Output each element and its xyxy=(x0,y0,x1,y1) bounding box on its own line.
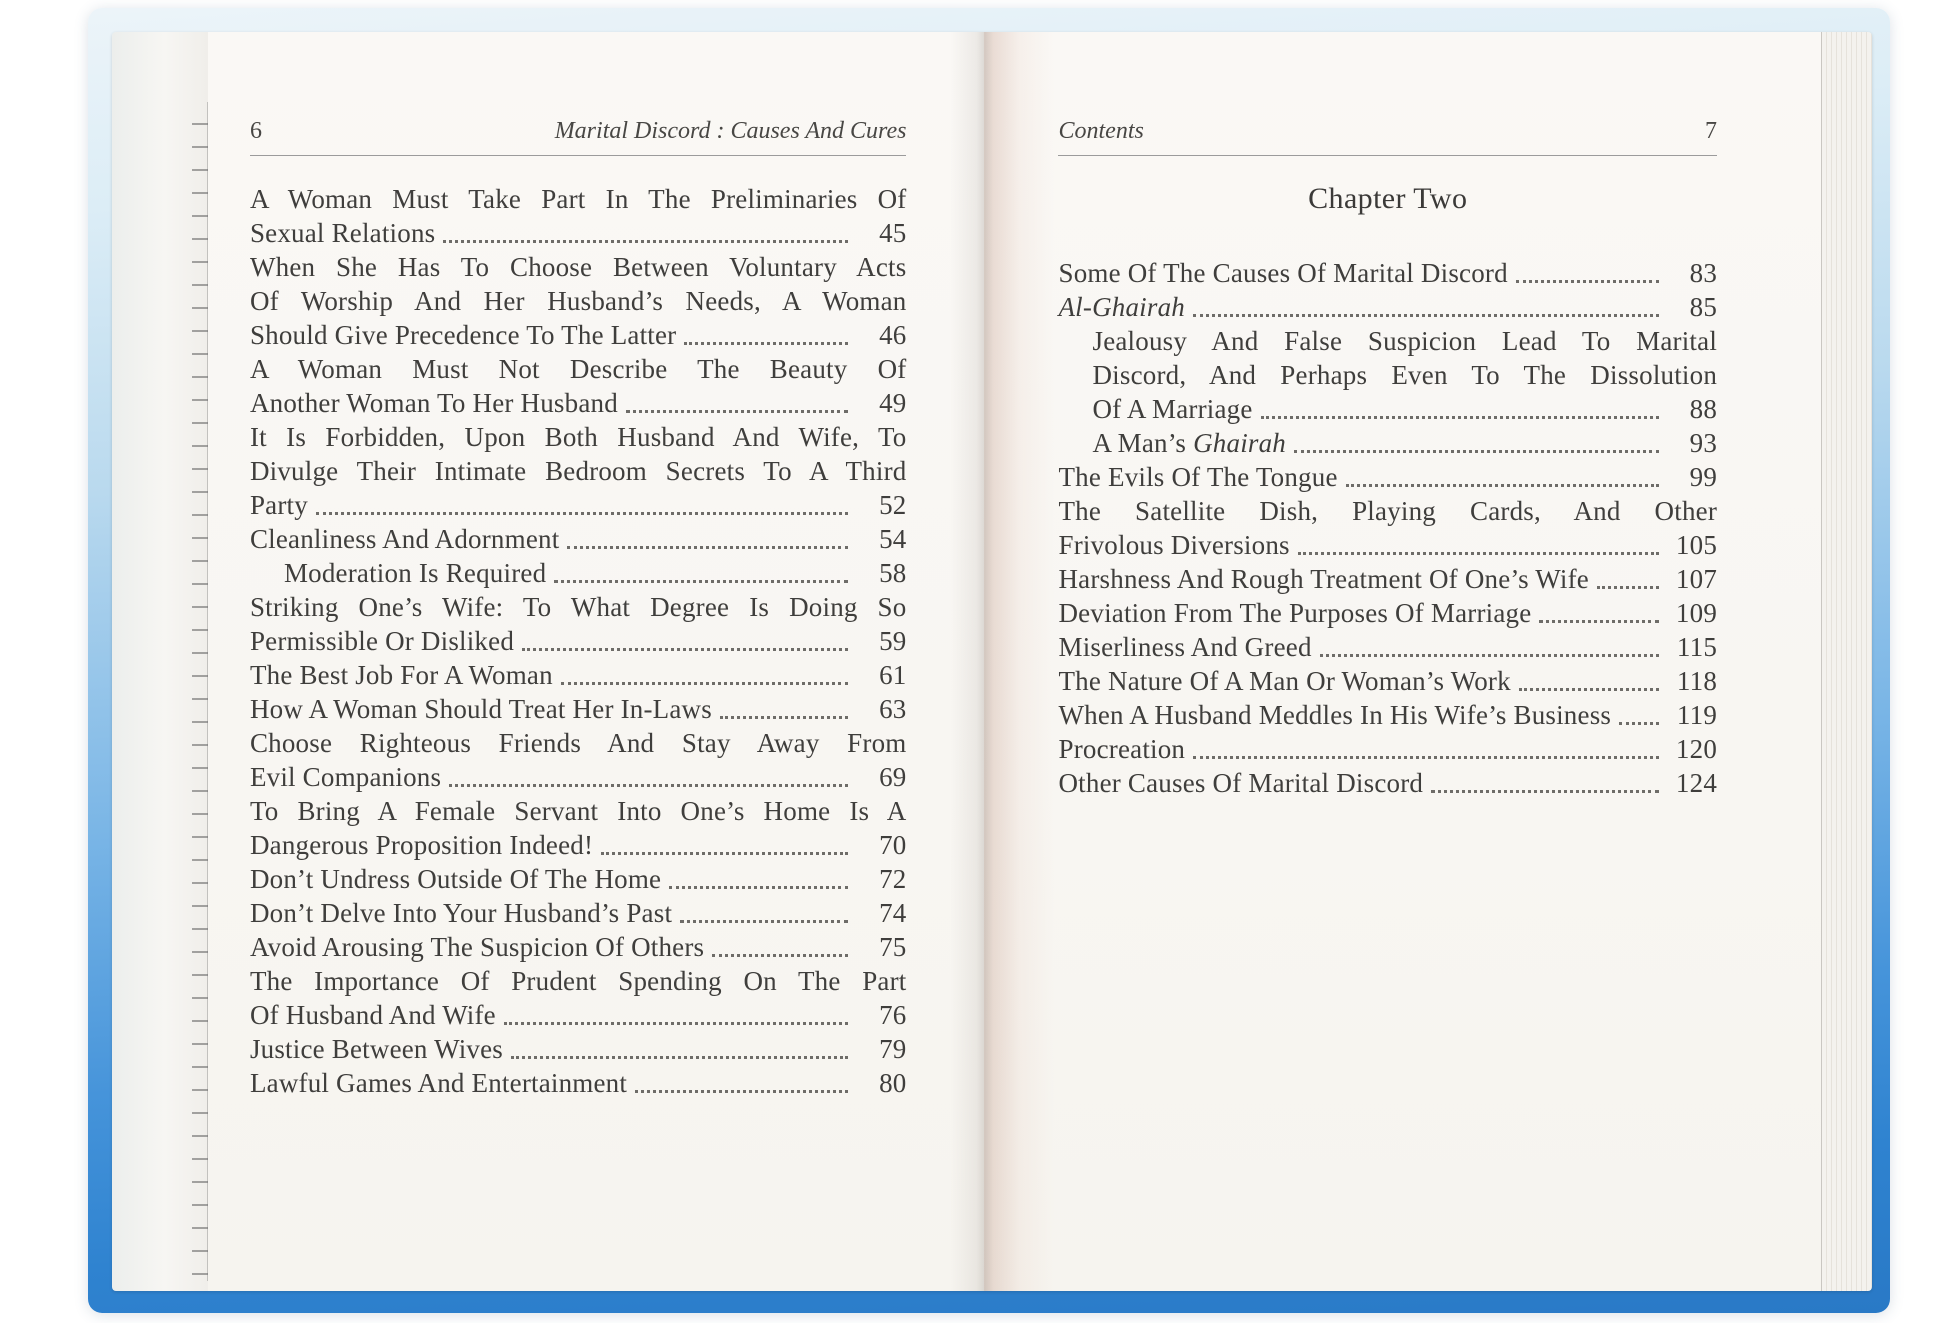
toc-text xyxy=(250,184,907,214)
toc-page-number: 49 xyxy=(879,388,907,418)
toc-entry xyxy=(1058,596,1717,630)
toc-text-segment: Of Husband And Wife xyxy=(249,1000,496,1030)
toc-text xyxy=(250,828,593,862)
toc-leader-dots xyxy=(511,1056,848,1059)
toc-leader-dots xyxy=(669,886,848,889)
toc-text-segment: Miserliness And Greed xyxy=(1058,632,1312,662)
toc-line xyxy=(250,896,907,930)
toc-text-segment: A Man’s xyxy=(1092,428,1194,458)
toc-text-segment: Procreation xyxy=(1058,734,1186,764)
toc-text xyxy=(250,692,712,726)
toc-leader-dots xyxy=(712,954,848,957)
toc-leader-dots xyxy=(1431,790,1659,793)
toc-text xyxy=(250,216,435,250)
toc-text-segment: Jealousy And False Suspicion Lead To Marital xyxy=(1092,326,1718,356)
toc-line xyxy=(1058,562,1717,596)
toc-entry xyxy=(1058,460,1717,494)
toc-line xyxy=(250,1066,907,1100)
toc-text xyxy=(250,658,553,692)
toc-text xyxy=(1058,290,1185,324)
toc-leader-dots xyxy=(1294,450,1659,453)
toc-line xyxy=(250,726,907,760)
left-page-number: 6 xyxy=(249,118,262,144)
toc-line xyxy=(1058,630,1717,664)
toc-page-number: 120 xyxy=(1675,734,1718,764)
left-toc xyxy=(250,182,907,1100)
right-page-edges xyxy=(1821,32,1872,1291)
toc-line xyxy=(1058,596,1717,630)
toc-text-segment: Don’t Delve Into Your Husband’s Past xyxy=(249,898,673,928)
toc-line xyxy=(250,522,907,556)
toc-text-segment: It Is Forbidden, Upon Both Husband And Wife, To xyxy=(249,422,907,452)
toc-text-segment: The Nature Of A Man Or Woman’s Work xyxy=(1058,666,1511,696)
right-toc xyxy=(1058,256,1717,800)
toc-entry xyxy=(250,896,907,930)
toc-page-number: 75 xyxy=(879,932,907,962)
toc-text xyxy=(1058,698,1611,732)
toc-entry xyxy=(250,692,907,726)
toc-text-segment: Choose Righteous Friends And Stay Away From xyxy=(249,728,907,758)
toc-leader-dots xyxy=(316,512,849,515)
toc-leader-dots xyxy=(1193,756,1659,759)
book-cover xyxy=(88,8,1890,1313)
left-page xyxy=(208,32,985,1291)
toc-text xyxy=(250,796,907,826)
toc-entry xyxy=(250,556,907,590)
toc-page-number: 83 xyxy=(1689,258,1718,288)
toc-text-segment: Of Worship And Her Husband’s Needs, A Woman xyxy=(249,286,907,316)
toc-text-segment: Divulge Their Intimate Bedroom Secrets To A Third xyxy=(249,456,907,486)
toc-page-number: 59 xyxy=(879,626,907,656)
toc-entry xyxy=(1058,732,1717,766)
toc-text xyxy=(1058,256,1507,290)
toc-text-segment: A Woman Must Take Part In The Preliminaries Of xyxy=(249,184,907,214)
toc-entry xyxy=(1058,426,1717,460)
toc-text-segment: Avoid Arousing The Suspicion Of Others xyxy=(249,932,705,962)
left-running-title: Marital Discord : Causes And Cures xyxy=(554,118,907,144)
toc-page-number: 54 xyxy=(879,524,907,554)
toc-leader-dots xyxy=(561,682,849,685)
open-pages xyxy=(112,32,1872,1291)
toc-text xyxy=(250,422,907,452)
toc-line xyxy=(1058,766,1717,800)
toc-text xyxy=(250,522,559,556)
toc-text-segment: Some Of The Causes Of Marital Discord xyxy=(1058,258,1508,288)
toc-entry xyxy=(1058,664,1717,698)
toc-text-segment: Lawful Games And Entertainment xyxy=(249,1068,628,1098)
toc-line xyxy=(1058,256,1717,290)
toc-text xyxy=(1058,496,1717,526)
toc-page-number: 99 xyxy=(1689,462,1718,492)
toc-text xyxy=(250,488,308,522)
toc-entry xyxy=(1058,494,1717,562)
toc-text xyxy=(250,624,514,658)
toc-leader-dots xyxy=(680,920,848,923)
toc-leader-dots xyxy=(1346,484,1659,487)
toc-page-number: 107 xyxy=(1675,564,1718,594)
toc-leader-dots xyxy=(567,546,848,549)
chapter-heading: Chapter Two xyxy=(1308,182,1468,215)
toc-text-segment: Justice Between Wives xyxy=(249,1034,503,1064)
toc-text-segment: Cleanliness And Adornment xyxy=(249,524,560,554)
toc-text-segment: Other Causes Of Marital Discord xyxy=(1058,768,1424,798)
toc-entry xyxy=(250,590,907,658)
toc-text-segment: Harshness And Rough Treatment Of One’s Wife xyxy=(1058,564,1589,594)
toc-page-number: 118 xyxy=(1676,666,1718,696)
toc-entry xyxy=(1058,562,1717,596)
toc-page-number: 74 xyxy=(879,898,907,928)
toc-entry xyxy=(1058,698,1717,732)
toc-line xyxy=(250,352,907,386)
toc-text xyxy=(250,318,676,352)
toc-page-number: 45 xyxy=(879,218,907,248)
toc-line xyxy=(250,624,907,658)
toc-text xyxy=(250,896,672,930)
toc-text-segment: Evil Companions xyxy=(249,762,442,792)
toc-text xyxy=(250,1066,627,1100)
toc-page-number: 105 xyxy=(1675,530,1718,560)
toc-entry xyxy=(250,1032,907,1066)
toc-leader-dots xyxy=(1597,586,1659,589)
toc-page-number: 76 xyxy=(879,1000,907,1030)
toc-text xyxy=(1092,326,1717,356)
toc-text xyxy=(250,354,907,384)
toc-line xyxy=(250,794,907,828)
toc-text-segment: The Evils Of The Tongue xyxy=(1058,462,1338,492)
toc-text-segment: Frivolous Diversions xyxy=(1058,530,1290,560)
toc-line xyxy=(250,828,907,862)
toc-line xyxy=(250,420,907,454)
toc-text-segment: The Satellite Dish, Playing Cards, And Other xyxy=(1058,496,1718,526)
toc-leader-dots xyxy=(1193,314,1659,317)
toc-line xyxy=(250,386,907,420)
toc-entry xyxy=(250,522,907,556)
toc-entry xyxy=(250,1066,907,1100)
toc-entry xyxy=(1058,630,1717,664)
toc-page-number: 72 xyxy=(879,864,907,894)
toc-text xyxy=(284,556,546,590)
toc-entry xyxy=(1058,324,1717,426)
toc-entry xyxy=(250,352,907,420)
right-running-title: Contents xyxy=(1058,118,1144,144)
toc-entry xyxy=(1058,766,1717,800)
right-page-header xyxy=(1058,118,1717,156)
toc-text-segment: When She Has To Choose Between Voluntary Acts xyxy=(249,252,907,282)
toc-text-segment: Discord, And Perhaps Even To The Dissolution xyxy=(1092,360,1718,390)
left-page-edges xyxy=(112,32,208,1291)
toc-line xyxy=(1058,528,1717,562)
toc-entry xyxy=(250,250,907,352)
toc-line xyxy=(250,862,907,896)
toc-text-segment: Don’t Undress Outside Of The Home xyxy=(249,864,662,894)
toc-text-italic: Ghairah xyxy=(1193,428,1287,458)
toc-text-segment: Permissible Or Disliked xyxy=(249,626,515,656)
toc-line xyxy=(1058,494,1717,528)
toc-line xyxy=(1058,732,1717,766)
toc-leader-dots xyxy=(443,240,848,243)
toc-text xyxy=(250,998,496,1032)
toc-text xyxy=(1092,426,1286,460)
toc-text xyxy=(250,286,907,316)
toc-line xyxy=(1092,392,1717,426)
toc-leader-dots xyxy=(1619,722,1659,725)
toc-leader-dots xyxy=(1261,416,1659,419)
toc-leader-dots xyxy=(626,410,849,413)
toc-line xyxy=(250,284,907,318)
toc-text xyxy=(1058,732,1185,766)
toc-line xyxy=(250,760,907,794)
toc-leader-dots xyxy=(635,1090,848,1093)
toc-text xyxy=(250,386,618,420)
toc-leader-dots xyxy=(720,716,849,719)
toc-line xyxy=(250,658,907,692)
toc-page-number: 46 xyxy=(879,320,907,350)
toc-line xyxy=(250,216,907,250)
toc-line xyxy=(250,998,907,1032)
toc-leader-dots xyxy=(1320,654,1659,657)
toc-text-segment: The Importance Of Prudent Spending On The Part xyxy=(249,966,907,996)
toc-page-number: 109 xyxy=(1675,598,1718,628)
toc-page-number: 79 xyxy=(879,1034,907,1064)
toc-line xyxy=(250,692,907,726)
toc-text xyxy=(250,862,661,896)
toc-text-segment: Moderation Is Required xyxy=(283,558,547,588)
toc-leader-dots xyxy=(684,342,848,345)
toc-entry xyxy=(1058,290,1717,324)
toc-line xyxy=(250,590,907,624)
toc-text xyxy=(1058,766,1423,800)
toc-line xyxy=(250,318,907,352)
toc-entry xyxy=(1058,256,1717,290)
toc-text xyxy=(250,592,907,622)
toc-text-segment: The Best Job For A Woman xyxy=(249,660,553,690)
toc-text-segment: Striking One’s Wife: To What Degree Is Doing So xyxy=(249,592,907,622)
toc-text xyxy=(1058,630,1311,664)
toc-line xyxy=(250,1032,907,1066)
toc-text xyxy=(1058,528,1289,562)
toc-line xyxy=(1092,426,1717,460)
toc-page-number: 80 xyxy=(879,1068,907,1098)
toc-line xyxy=(250,250,907,284)
toc-leader-dots xyxy=(1519,688,1659,691)
toc-page-number: 52 xyxy=(879,490,907,520)
toc-text xyxy=(1092,392,1252,426)
toc-text xyxy=(1058,562,1588,596)
toc-line xyxy=(250,930,907,964)
toc-text-segment: How A Woman Should Treat Her In-Laws xyxy=(249,694,712,724)
toc-line xyxy=(1092,324,1717,358)
toc-leader-dots xyxy=(1516,280,1659,283)
toc-line xyxy=(250,488,907,522)
toc-leader-dots xyxy=(554,580,848,583)
toc-text xyxy=(1058,596,1531,630)
toc-page-number: 85 xyxy=(1689,292,1718,322)
toc-text xyxy=(1058,664,1510,698)
toc-leader-dots xyxy=(601,852,848,855)
toc-entry xyxy=(250,862,907,896)
toc-entry xyxy=(250,658,907,692)
toc-line xyxy=(284,556,907,590)
left-page-header xyxy=(250,118,907,156)
toc-page-number: 115 xyxy=(1676,632,1718,662)
toc-text xyxy=(250,966,907,996)
toc-page-number: 88 xyxy=(1689,394,1718,424)
toc-text xyxy=(250,252,907,282)
toc-text-segment: Sexual Relations xyxy=(249,218,436,248)
toc-text-segment: Should Give Precedence To The Latter xyxy=(249,320,677,350)
toc-text-italic: Al-Ghairah xyxy=(1058,292,1185,322)
toc-text xyxy=(250,930,704,964)
toc-entry xyxy=(250,420,907,522)
toc-entry xyxy=(250,964,907,1032)
toc-line xyxy=(250,182,907,216)
toc-page-number: 69 xyxy=(879,762,907,792)
toc-page-number: 61 xyxy=(879,660,907,690)
toc-line xyxy=(1058,664,1717,698)
toc-page-number: 58 xyxy=(879,558,907,588)
right-page xyxy=(984,32,1821,1291)
toc-text-segment: Dangerous Proposition Indeed! xyxy=(249,830,594,860)
toc-line xyxy=(1058,290,1717,324)
toc-page-number: 70 xyxy=(879,830,907,860)
toc-leader-dots xyxy=(449,784,848,787)
right-page-number: 7 xyxy=(1705,118,1718,144)
toc-text-segment: A Woman Must Not Describe The Beauty Of xyxy=(249,354,907,384)
toc-page-number: 93 xyxy=(1689,428,1718,458)
toc-text xyxy=(250,456,907,486)
toc-entry xyxy=(250,930,907,964)
toc-text xyxy=(1058,460,1337,494)
toc-page-number: 119 xyxy=(1676,700,1718,730)
toc-text-segment: When A Husband Meddles In His Wife’s Business xyxy=(1058,700,1612,730)
toc-leader-dots xyxy=(522,648,848,651)
toc-entry xyxy=(250,794,907,862)
toc-text-segment: Another Woman To Her Husband xyxy=(249,388,618,418)
toc-line xyxy=(1058,698,1717,732)
toc-line xyxy=(1058,460,1717,494)
toc-leader-dots xyxy=(504,1022,849,1025)
toc-entry xyxy=(250,182,907,250)
toc-text-segment: Party xyxy=(249,490,308,520)
toc-leader-dots xyxy=(1298,552,1659,555)
toc-line xyxy=(1092,358,1717,392)
toc-entry xyxy=(250,726,907,794)
toc-text xyxy=(250,1032,503,1066)
toc-text-segment: To Bring A Female Servant Into One’s Home Is A xyxy=(249,796,907,826)
toc-line xyxy=(250,454,907,488)
toc-line xyxy=(250,964,907,998)
toc-text xyxy=(250,760,441,794)
toc-text-segment: Of A Marriage xyxy=(1092,394,1253,424)
toc-leader-dots xyxy=(1539,620,1659,623)
toc-text-segment: Deviation From The Purposes Of Marriage xyxy=(1058,598,1532,628)
toc-text xyxy=(1092,360,1717,390)
toc-text xyxy=(250,728,907,758)
toc-page-number: 63 xyxy=(879,694,907,724)
toc-page-number: 124 xyxy=(1675,768,1718,798)
